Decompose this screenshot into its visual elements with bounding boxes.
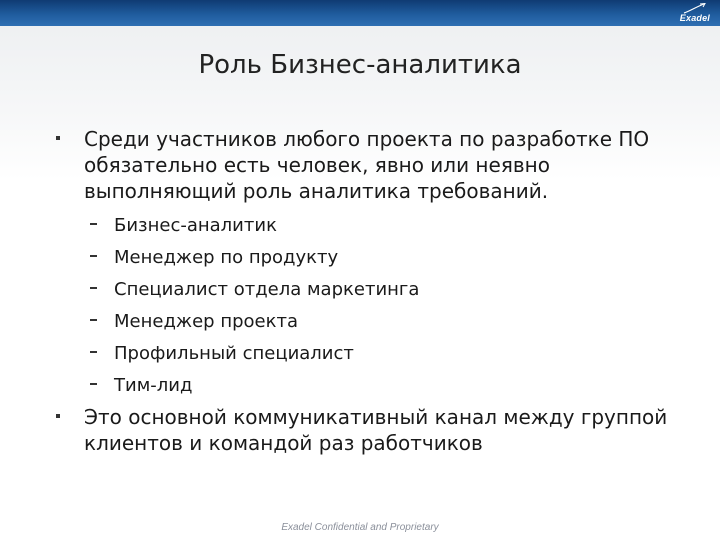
- exadel-logo: [670, 3, 710, 23]
- sub-item: [50, 210, 680, 242]
- slide-content: [50, 126, 680, 456]
- sub-item: [50, 338, 680, 370]
- bullet-text-2: Это основной коммуникативный канал между группой клиентов и командой раз работчиков: [84, 405, 668, 455]
- dash-icon: [90, 223, 97, 225]
- logo-text: Exadel: [679, 13, 710, 23]
- sub-list: [50, 210, 680, 402]
- footer-note: Exadel Confidential and Proprietary: [281, 522, 439, 533]
- sub-item: [50, 370, 680, 402]
- dash-icon: [90, 351, 97, 353]
- sub-item: [50, 242, 680, 274]
- sub-item-text: Менеджер проекта: [114, 311, 298, 332]
- sub-item-text: Бизнес-аналитик: [114, 215, 277, 236]
- header-bar: [0, 0, 720, 26]
- bullet-item-2: [50, 404, 680, 456]
- dash-icon: [90, 255, 97, 257]
- dash-icon: [90, 287, 97, 289]
- sub-item-text: Профильный специалист: [114, 343, 354, 364]
- dash-icon: [90, 319, 97, 321]
- bullet-text-1: Среди участников любого проекта по разработке ПО обязательно есть человек, явно или неявно выполняющий роль аналитика требований.: [84, 127, 650, 203]
- sub-item: [50, 306, 680, 338]
- sub-item: [50, 274, 680, 306]
- bullet-item-1: [50, 126, 680, 204]
- sub-item-text: Менеджер по продукту: [114, 247, 339, 268]
- slide-title: Роль Бизнес-аналитика: [198, 50, 522, 80]
- sub-item-text: Специалист отдела маркетинга: [114, 279, 420, 300]
- dash-icon: [90, 383, 97, 385]
- sub-item-text: Тим-лид: [114, 375, 193, 396]
- bullet-icon: [56, 136, 60, 140]
- bullet-icon: [56, 414, 60, 418]
